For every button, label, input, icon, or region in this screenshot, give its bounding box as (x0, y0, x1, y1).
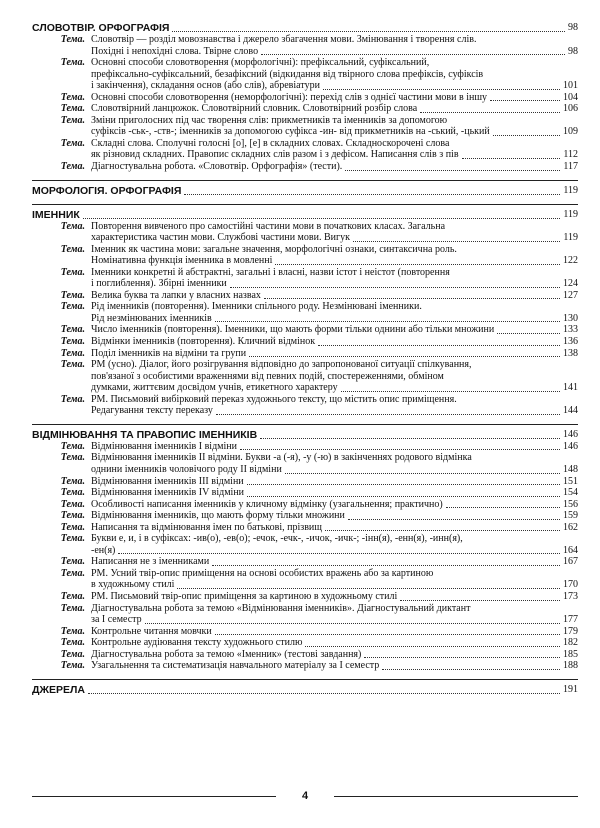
entry-label: Тема. (60, 602, 85, 614)
entry-label: Тема. (60, 660, 85, 672)
toc-entry (32, 487, 578, 499)
entry-label: Тема. (60, 510, 85, 522)
entry-text: Букви е, и, і в суфіксах: -ив(о), -ев(о); -ечок, -ечк-, -ичок, -ичк-; -інн(я), -енн(я), -инн(я), (91, 533, 463, 545)
entry-label: Тема. (60, 289, 85, 301)
toc-entry (32, 452, 578, 475)
entry-text: однини іменників чоловічого роду II відміни (91, 463, 282, 475)
toc-entry (32, 603, 578, 626)
toc-section (32, 22, 578, 173)
entry-line (91, 591, 578, 603)
entry-page: 138 (563, 347, 578, 359)
entry-text: Відмінювання іменників III відміни (91, 475, 244, 487)
entry-body (91, 324, 578, 336)
entry-label: Тема. (60, 556, 85, 568)
section-heading (32, 22, 578, 34)
toc-section (32, 180, 578, 197)
toc-entry (32, 556, 578, 568)
dot-leader (305, 646, 560, 647)
entry-line (91, 637, 578, 649)
entry-body (91, 499, 578, 511)
entry-body (91, 290, 578, 302)
entry-page: 151 (563, 475, 578, 487)
section-divider (32, 679, 578, 680)
entry-text: Написання та відмінювання імен по батькові, прізвищ (91, 521, 322, 533)
entry-page: 188 (563, 660, 578, 672)
table-of-contents (32, 22, 578, 696)
entry-page: 106 (563, 103, 578, 115)
entry-line (91, 382, 578, 394)
entry-body (91, 244, 578, 267)
entry-line (91, 313, 578, 325)
toc-entry (32, 324, 578, 336)
entry-label: Тема. (60, 301, 85, 313)
entry-line (91, 80, 578, 92)
entry-page: 144 (563, 405, 578, 417)
entry-body (91, 336, 578, 348)
section-divider (32, 180, 578, 181)
section-heading (32, 684, 578, 696)
section-page: 119 (563, 208, 578, 220)
toc-entry (32, 138, 578, 161)
dot-leader (215, 321, 560, 322)
toc-entry (32, 441, 578, 453)
section-page: 98 (568, 22, 578, 33)
entry-text: Відмінювання іменників IV відміни (91, 487, 245, 499)
entry-line (91, 324, 578, 336)
entry-label: Тема. (60, 161, 85, 173)
dot-leader (184, 194, 560, 195)
entry-line (91, 614, 578, 626)
entry-label: Тема. (60, 57, 85, 69)
entry-body (91, 522, 578, 534)
entry-body (91, 161, 578, 173)
entry-page: 98 (568, 45, 578, 57)
section-title: СЛОВОТВІР. ОРФОГРАФІЯ (32, 22, 170, 34)
dot-leader (230, 287, 560, 288)
dot-leader (446, 507, 560, 508)
entry-label: Тема. (60, 625, 85, 637)
entry-body (91, 591, 578, 603)
entry-text: Зміни приголосних під час творення слів: прикметників та іменників за допомогою (91, 114, 448, 126)
entry-label: Тема. (60, 521, 85, 533)
entry-line (91, 115, 578, 127)
entry-label: Тема. (60, 114, 85, 126)
entry-line (91, 441, 578, 453)
entry-page: 127 (563, 289, 578, 301)
dot-leader (260, 438, 560, 439)
entry-line (91, 533, 578, 545)
entry-body (91, 649, 578, 661)
entry-label: Тема. (60, 91, 85, 103)
dot-leader (493, 135, 560, 136)
dot-leader (323, 89, 560, 90)
entry-line (91, 138, 578, 150)
entry-line (91, 522, 578, 534)
entry-label: Тема. (60, 475, 85, 487)
entry-text: Номінативна функція іменника в мовленні (91, 255, 273, 267)
entry-line (91, 126, 578, 138)
toc-entry (32, 568, 578, 591)
entry-label: Тема. (60, 440, 85, 452)
entry-text: Особливості написання іменників у кличному відмінку (узагальнення; практично) (91, 498, 443, 510)
entry-body (91, 626, 578, 638)
toc-section (32, 204, 578, 417)
entry-body (91, 452, 578, 475)
dot-leader (88, 693, 560, 694)
entry-body (91, 34, 578, 57)
entry-text: Редагування тексту переказу (91, 405, 213, 417)
entry-page: 112 (563, 149, 578, 161)
entry-text: Написання не з іменниками (91, 556, 210, 568)
entry-line (91, 487, 578, 499)
entry-page: 124 (563, 278, 578, 290)
entry-page: 109 (563, 126, 578, 138)
entry-body (91, 510, 578, 522)
entry-line (91, 394, 578, 406)
toc-entry (32, 92, 578, 104)
entry-body (91, 556, 578, 568)
entry-line (91, 556, 578, 568)
page-footer (32, 790, 578, 802)
entry-line (91, 476, 578, 488)
entry-text: РМ (усно). Діалог, його розігрування відповідно до запропонованої ситуації спілкування, (91, 359, 472, 371)
toc-entry (32, 499, 578, 511)
toc-entry (32, 34, 578, 57)
entry-line (91, 161, 578, 173)
entry-line (91, 568, 578, 580)
dot-leader (341, 391, 560, 392)
entry-page: 170 (563, 579, 578, 591)
dot-leader (285, 473, 560, 474)
dot-leader (353, 241, 560, 242)
entry-page: 185 (563, 648, 578, 660)
dot-leader (249, 356, 560, 357)
toc-entry (32, 476, 578, 488)
dot-leader (240, 449, 560, 450)
entry-line (91, 221, 578, 233)
entry-line (91, 301, 578, 313)
entry-line (91, 579, 578, 591)
entry-body (91, 660, 578, 672)
dot-leader (364, 657, 560, 658)
entry-text: і поглиблення). Збірні іменники (91, 278, 227, 290)
entry-page: 156 (563, 498, 578, 510)
toc-entry (32, 336, 578, 348)
dot-leader (215, 634, 560, 635)
entry-page: 133 (563, 324, 578, 336)
section-title: ВІДМІНЮВАННЯ ТА ПРАВОПИС ІМЕННИКІВ (32, 428, 258, 441)
entry-text: Іменник як частина мови: загальне значення, морфологічні ознаки, синтаксична роль. (91, 243, 457, 255)
entry-text: Відмінювання іменників, що мають форму тільки множини (91, 510, 345, 522)
entry-text: в художньому стилі (91, 579, 175, 591)
dot-leader (172, 31, 565, 32)
toc-entry (32, 290, 578, 302)
entry-page: 167 (563, 556, 578, 568)
entry-label: Тема. (60, 243, 85, 255)
entry-text: і закінчення), складання основ (або слів), абревіатури (91, 80, 320, 92)
entry-body (91, 394, 578, 417)
entry-text: суфіксів -ськ-, -ств-; іменників за допомогою суфікса -ин- від прикметників на -ський, -цький (91, 126, 490, 138)
entry-label: Тема. (60, 324, 85, 336)
entry-text: Похідні і непохідні слова. Твірне слово (91, 45, 259, 57)
entry-body (91, 348, 578, 360)
entry-body (91, 476, 578, 488)
dot-leader (118, 553, 560, 554)
entry-line (91, 103, 578, 115)
section-heading (32, 209, 578, 221)
entry-body (91, 533, 578, 556)
entry-label: Тема. (60, 590, 85, 602)
entry-text: Словотвірний ланцюжок. Словотвірний словник. Словотвірний розбір слова (91, 103, 418, 115)
entry-text: Рід незмінюваних іменників (91, 312, 212, 324)
toc-entry (32, 649, 578, 661)
entry-page: 141 (563, 382, 578, 394)
entry-page: 182 (563, 637, 578, 649)
toc-section (32, 679, 578, 696)
entry-label: Тема. (60, 567, 85, 579)
entry-line (91, 92, 578, 104)
section-divider (32, 424, 578, 425)
entry-label: Тема. (60, 220, 85, 232)
toc-entry (32, 161, 578, 173)
footer-rule-right (334, 796, 578, 797)
entry-text: Число іменників (повторення). Іменники, що мають форми тільки однини або тільки множини (91, 324, 495, 336)
entry-label: Тема. (60, 487, 85, 499)
entry-label: Тема. (60, 498, 85, 510)
entry-text: Діагностувальна робота за темою «Іменник» (тестові завдання) (91, 648, 362, 660)
entry-text: Діагностувальна робота. «Словотвір. Орфографія» (тести). (91, 161, 343, 173)
entry-page: 164 (563, 544, 578, 556)
entry-line (91, 255, 578, 267)
entry-text: префіксально-суфіксальний, безафіксний (відкидання від твірного слова префіксів, суфіксів (91, 68, 484, 80)
entry-page: 146 (563, 440, 578, 452)
entry-page: 179 (563, 625, 578, 637)
dot-leader (212, 565, 560, 566)
toc-entry (32, 348, 578, 360)
entry-text: Основні способи словотворення (морфологічні): префіксальний, суфіксальний, (91, 57, 430, 69)
entry-text: Контрольне аудіювання тексту художнього стилю (91, 637, 303, 649)
entry-text: Відмінювання іменників II відміни. Букви -а (-я), -у (-ю) в закінченнях родового відмінка (91, 452, 472, 464)
toc-entry (32, 510, 578, 522)
toc-entry (32, 267, 578, 290)
entry-text: Узагальнення та систематизація навчального матеріалу за I семестр (91, 660, 380, 672)
entry-line (91, 649, 578, 661)
entry-text: пов'язаної з особистими враженнями від певних подій, спостереженнями, обміном (91, 370, 444, 382)
entry-body (91, 441, 578, 453)
entry-text: Складні слова. Сполучні голосні [о], [е] в складних словах. Складноскорочені слова (91, 137, 450, 149)
toc-entry (32, 637, 578, 649)
entry-line (91, 464, 578, 476)
toc-entry (32, 533, 578, 556)
entry-page: 148 (563, 463, 578, 475)
toc-entry (32, 660, 578, 672)
section-page: 146 (563, 428, 578, 440)
entry-body (91, 221, 578, 244)
entry-label: Тема. (60, 637, 85, 649)
entry-line (91, 660, 578, 672)
entry-page: 104 (563, 91, 578, 103)
entry-body (91, 103, 578, 115)
entry-text: як різновид складних. Правопис складних слів разом і з дефісом. Написання слів з пів (91, 149, 459, 161)
entry-label: Тема. (60, 103, 85, 115)
entry-line (91, 267, 578, 279)
dot-leader (216, 414, 560, 415)
entry-body (91, 138, 578, 161)
entry-body (91, 115, 578, 138)
toc-entry (32, 301, 578, 324)
dot-leader (177, 588, 560, 589)
entry-page: 173 (563, 590, 578, 602)
entry-label: Тема. (60, 533, 85, 545)
entry-text: Основні способи словотворення (неморфологічні): перехід слів з однієї частини мови в іншу (91, 91, 488, 103)
entry-label: Тема. (60, 34, 85, 45)
dot-leader (145, 623, 560, 624)
entry-text: Відмінювання іменників I відміни (91, 440, 237, 452)
entry-label: Тема. (60, 393, 85, 405)
dot-leader (325, 530, 560, 531)
entry-line (91, 603, 578, 615)
entry-body (91, 637, 578, 649)
toc-entry (32, 57, 578, 92)
dot-leader (261, 54, 565, 55)
toc-entry (32, 522, 578, 534)
entry-text: Відмінки іменників (повторення). Кличний відмінок (91, 336, 316, 348)
entry-page: 122 (563, 255, 578, 267)
entry-page: 154 (563, 487, 578, 499)
toc-entry (32, 221, 578, 244)
toc-entry (32, 626, 578, 638)
entry-text: РМ. Усний твір-опис приміщення на основі особистих вражень або за картиною (91, 567, 434, 579)
entry-line (91, 359, 578, 371)
entry-body (91, 568, 578, 591)
entry-text: Поділ іменників на відміни та групи (91, 347, 247, 359)
entry-line (91, 290, 578, 302)
dot-leader (497, 333, 560, 334)
entry-line (91, 69, 578, 81)
entry-line (91, 57, 578, 69)
entry-text: Іменники конкретні й абстрактні, загальні і власні, назви істот і неістот (повторення (91, 266, 450, 278)
section-page: 191 (563, 683, 578, 695)
entry-body (91, 92, 578, 104)
entry-line (91, 278, 578, 290)
entry-line (91, 499, 578, 511)
entry-page: 130 (563, 312, 578, 324)
dot-leader (490, 100, 560, 101)
entry-text: Словотвір — розділ мовознавства і джерело збагачення мови. Змінювання і творення слів. (91, 34, 477, 45)
entry-line (91, 545, 578, 557)
section-divider (32, 204, 578, 205)
entry-text: Рід іменників (повторення). Іменники спільного роду. Незмінювані іменники. (91, 301, 422, 313)
dot-leader (247, 484, 560, 485)
entry-body (91, 301, 578, 324)
toc-entry (32, 103, 578, 115)
entry-text: РМ. Письмовий вибірковий переказ художнього тексту, що містить опис приміщення. (91, 393, 457, 405)
dot-leader (264, 298, 560, 299)
entry-text: Велика буква та лапки у власних назвах (91, 289, 261, 301)
entry-body (91, 603, 578, 626)
entry-line (91, 452, 578, 464)
toc-section (32, 424, 578, 672)
toc-entry (32, 591, 578, 603)
section-page: 119 (563, 184, 578, 196)
toc-entry (32, 115, 578, 138)
dot-leader (318, 345, 560, 346)
toc-entry (32, 244, 578, 267)
entry-line (91, 371, 578, 383)
entry-line (91, 244, 578, 256)
entry-label: Тема. (60, 137, 85, 149)
toc-entry (32, 359, 578, 394)
entry-label: Тема. (60, 266, 85, 278)
dot-leader (83, 218, 561, 219)
entry-text: Повторення вивченого про самостійні частини мови в початкових класах. Загальна (91, 220, 446, 232)
entry-line (91, 405, 578, 417)
entry-text: Діагностувальна робота за темою «Відмінювання іменників». Діагностувальний диктант (91, 602, 471, 614)
entry-page: 159 (563, 510, 578, 522)
toc-entry (32, 394, 578, 417)
entry-text: характеристика частин мови. Службові частини мови. Вигук (91, 232, 350, 244)
dot-leader (247, 496, 560, 497)
entry-page: 177 (563, 614, 578, 626)
dot-leader (275, 264, 560, 265)
entry-text: Контрольне читання мовчки (91, 625, 212, 637)
dot-leader (382, 669, 560, 670)
entry-page: 119 (563, 232, 578, 244)
section-heading (32, 185, 578, 197)
entry-line (91, 34, 578, 46)
entry-body (91, 359, 578, 394)
entry-label: Тема. (60, 359, 85, 371)
entry-page: 162 (563, 521, 578, 533)
dot-leader (348, 519, 560, 520)
entry-line (91, 626, 578, 638)
section-title: МОРФОЛОГІЯ. ОРФОГРАФІЯ (32, 184, 182, 197)
entry-label: Тема. (60, 336, 85, 348)
entry-label: Тема. (60, 648, 85, 660)
entry-line (91, 46, 578, 58)
dot-leader (345, 170, 560, 171)
page-number: 4 (301, 790, 309, 802)
entry-text: думками, життєвим досвідом учнів, етикетного характеру (91, 382, 338, 394)
entry-text: -ен(я) (91, 544, 116, 556)
dot-leader (420, 112, 560, 113)
entry-text: за I семестр (91, 614, 142, 626)
entry-line (91, 232, 578, 244)
entry-text: РМ. Письмовий твір-опис приміщення за картиною в художньому стилі (91, 590, 398, 602)
section-heading (32, 429, 578, 441)
section-title: ІМЕННИК (32, 208, 80, 221)
footer-rule-left (32, 796, 276, 797)
entry-label: Тема. (60, 452, 85, 464)
entry-line (91, 336, 578, 348)
entry-page: 117 (563, 161, 578, 173)
entry-line (91, 510, 578, 522)
section-title: ДЖЕРЕЛА (32, 683, 85, 696)
entry-body (91, 267, 578, 290)
entry-body (91, 57, 578, 92)
entry-body (91, 487, 578, 499)
entry-line (91, 348, 578, 360)
entry-label: Тема. (60, 347, 85, 359)
entry-page: 101 (563, 80, 578, 92)
dot-leader (462, 158, 561, 159)
dot-leader (400, 600, 560, 601)
entry-line (91, 149, 578, 161)
entry-page: 136 (563, 336, 578, 348)
